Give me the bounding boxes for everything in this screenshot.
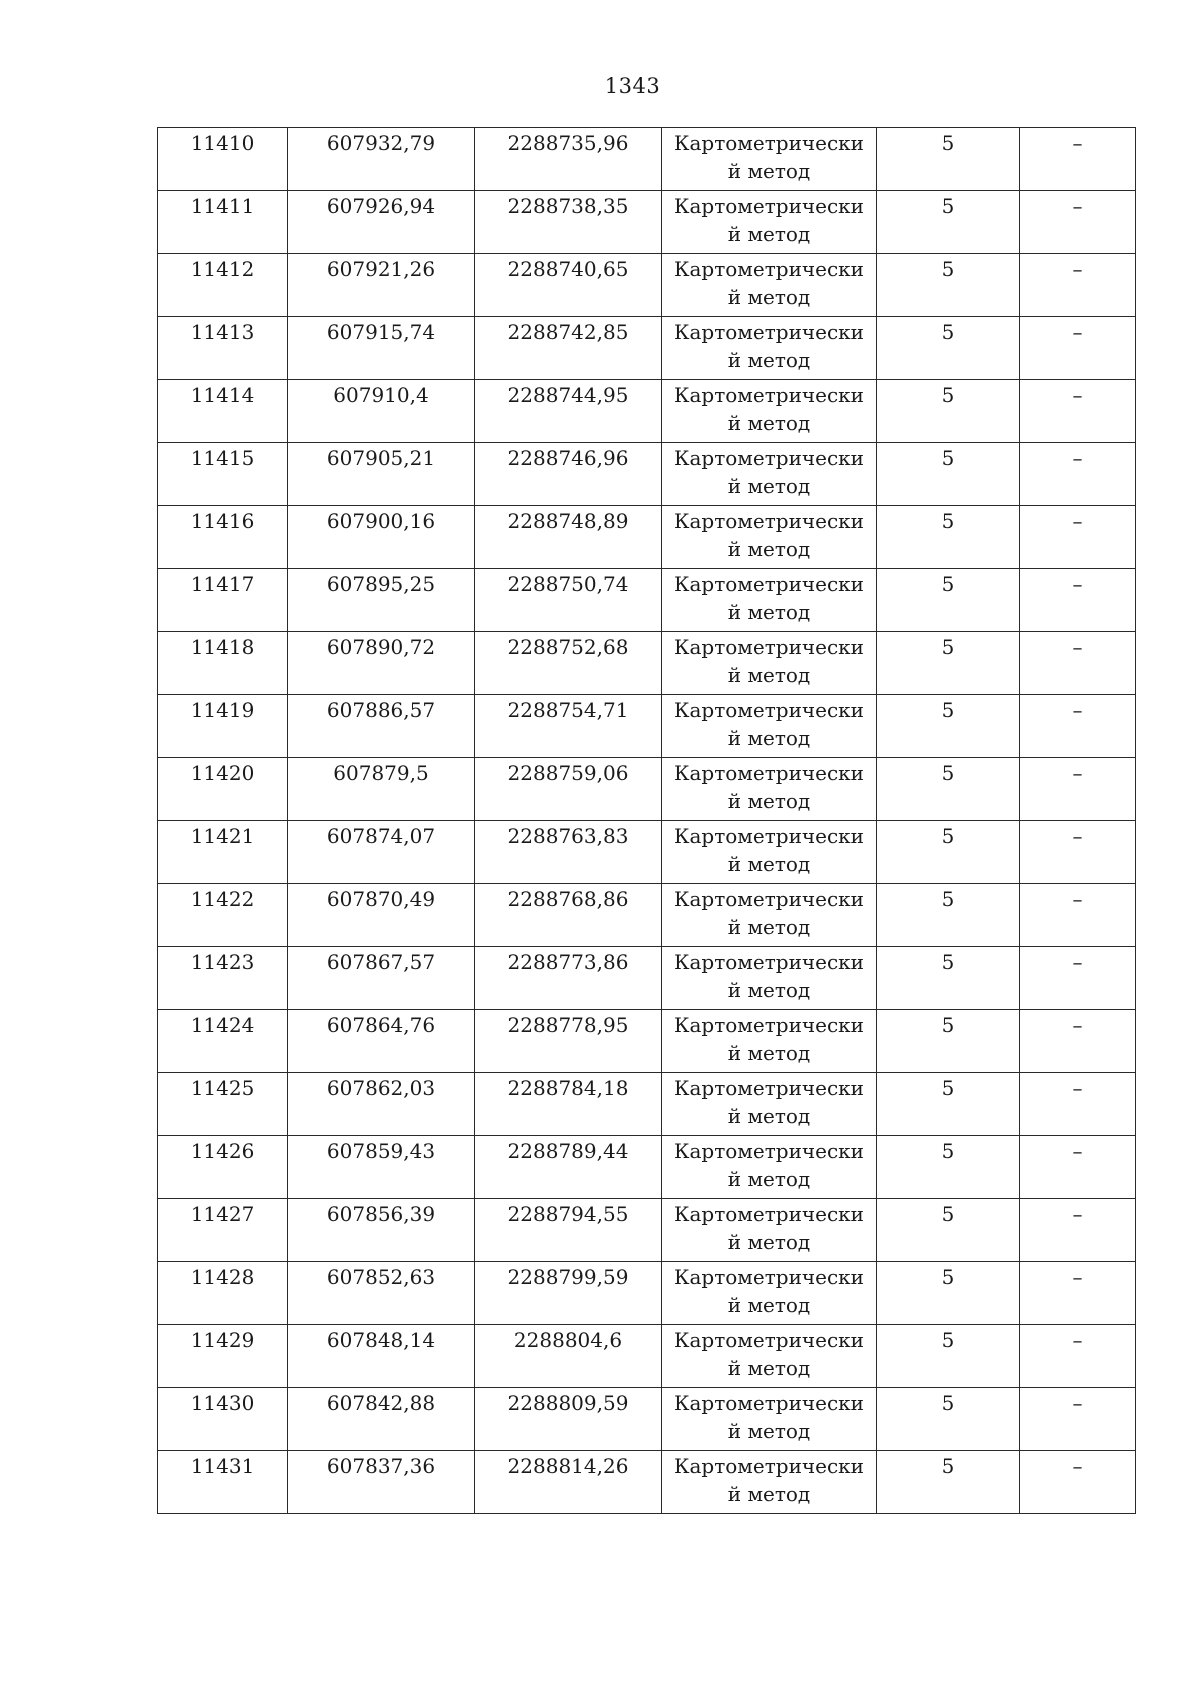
accuracy-cell-text: 5 — [941, 1013, 955, 1037]
x-coordinate-cell-text: 607870,49 — [326, 887, 436, 911]
x-coordinate-cell — [288, 1262, 475, 1325]
note-cell — [1020, 128, 1136, 191]
method-cell — [662, 632, 877, 695]
x-coordinate-cell-text: 607879,5 — [333, 761, 429, 785]
point-number-cell — [158, 128, 288, 191]
method-cell-text: Картометрический метод — [674, 1202, 864, 1254]
accuracy-cell — [877, 1136, 1020, 1199]
note-cell — [1020, 1451, 1136, 1514]
y-coordinate-cell-text: 2288744,95 — [507, 383, 629, 407]
note-cell-text: – — [1072, 1139, 1083, 1163]
x-coordinate-cell-text: 607842,88 — [326, 1391, 436, 1415]
method-cell — [662, 1388, 877, 1451]
y-coordinate-cell — [475, 191, 662, 254]
point-number-cell — [158, 1073, 288, 1136]
table-row — [158, 1451, 1136, 1514]
y-coordinate-cell-text: 2288750,74 — [507, 572, 629, 596]
x-coordinate-cell-text: 607864,76 — [326, 1013, 436, 1037]
x-coordinate-cell — [288, 1073, 475, 1136]
note-cell-text: – — [1072, 1013, 1083, 1037]
point-number-cell — [158, 695, 288, 758]
method-cell-text: Картометрический метод — [674, 950, 864, 1002]
method-cell — [662, 1199, 877, 1262]
table-row — [158, 1199, 1136, 1262]
table-row — [158, 884, 1136, 947]
note-cell-text: – — [1072, 194, 1083, 218]
note-cell — [1020, 254, 1136, 317]
x-coordinate-cell-text: 607915,74 — [326, 320, 436, 344]
x-coordinate-cell — [288, 443, 475, 506]
x-coordinate-cell-text: 607921,26 — [326, 257, 436, 281]
y-coordinate-cell-text: 2288754,71 — [507, 698, 629, 722]
y-coordinate-cell-text: 2288799,59 — [507, 1265, 629, 1289]
accuracy-cell — [877, 1262, 1020, 1325]
y-coordinate-cell-text: 2288742,85 — [507, 320, 629, 344]
method-cell-text: Картометрический метод — [674, 1076, 864, 1128]
method-cell-text: Картометрический метод — [674, 131, 864, 183]
accuracy-cell — [877, 947, 1020, 1010]
accuracy-cell-text: 5 — [941, 761, 955, 785]
point-number-cell-text: 11412 — [190, 257, 255, 281]
point-number-cell — [158, 506, 288, 569]
note-cell-text: – — [1072, 572, 1083, 596]
y-coordinate-cell-text: 2288735,96 — [507, 131, 629, 155]
accuracy-cell — [877, 443, 1020, 506]
accuracy-cell — [877, 128, 1020, 191]
method-cell-text: Картометрический метод — [674, 698, 864, 750]
x-coordinate-cell-text: 607867,57 — [326, 950, 436, 974]
note-cell — [1020, 821, 1136, 884]
note-cell — [1020, 569, 1136, 632]
accuracy-cell-text: 5 — [941, 1139, 955, 1163]
page-number: 1343 — [604, 74, 661, 98]
method-cell — [662, 569, 877, 632]
accuracy-cell — [877, 1388, 1020, 1451]
x-coordinate-cell-text: 607837,36 — [326, 1454, 436, 1478]
x-coordinate-cell-text: 607932,79 — [326, 131, 436, 155]
table-row — [158, 254, 1136, 317]
note-cell-text: – — [1072, 383, 1083, 407]
accuracy-cell — [877, 1073, 1020, 1136]
note-cell-text: – — [1072, 257, 1083, 281]
table-row — [158, 506, 1136, 569]
y-coordinate-cell — [475, 1136, 662, 1199]
note-cell — [1020, 1136, 1136, 1199]
point-number-cell — [158, 758, 288, 821]
x-coordinate-cell-text: 607856,39 — [326, 1202, 436, 1226]
method-cell-text: Картометрический метод — [674, 1265, 864, 1317]
point-number-cell-text: 11427 — [190, 1202, 255, 1226]
note-cell-text: – — [1072, 320, 1083, 344]
point-number-cell-text: 11417 — [190, 572, 255, 596]
x-coordinate-cell — [288, 1451, 475, 1514]
y-coordinate-cell-text: 2288752,68 — [507, 635, 629, 659]
method-cell-text: Картометрический метод — [674, 383, 864, 435]
y-coordinate-cell-text: 2288740,65 — [507, 257, 629, 281]
method-cell-text: Картометрический метод — [674, 320, 864, 372]
table-row — [158, 191, 1136, 254]
point-number-cell-text: 11414 — [190, 383, 255, 407]
method-cell-text: Картометрический метод — [674, 1328, 864, 1380]
point-number-cell-text: 11429 — [190, 1328, 255, 1352]
accuracy-cell — [877, 1451, 1020, 1514]
point-number-cell-text: 11413 — [190, 320, 255, 344]
note-cell — [1020, 1010, 1136, 1073]
point-number-cell-text: 11428 — [190, 1265, 255, 1289]
method-cell-text: Картометрический метод — [674, 1139, 864, 1191]
x-coordinate-cell — [288, 632, 475, 695]
y-coordinate-cell-text: 2288748,89 — [507, 509, 629, 533]
note-cell-text: – — [1072, 446, 1083, 470]
y-coordinate-cell — [475, 632, 662, 695]
x-coordinate-cell — [288, 1388, 475, 1451]
accuracy-cell — [877, 191, 1020, 254]
x-coordinate-cell-text: 607895,25 — [326, 572, 436, 596]
x-coordinate-cell-text: 607886,57 — [326, 698, 436, 722]
note-cell — [1020, 632, 1136, 695]
table-row — [158, 443, 1136, 506]
accuracy-cell-text: 5 — [941, 446, 955, 470]
point-number-cell-text: 11411 — [190, 194, 255, 218]
accuracy-cell — [877, 695, 1020, 758]
method-cell — [662, 884, 877, 947]
point-number-cell — [158, 1010, 288, 1073]
point-number-cell — [158, 254, 288, 317]
point-number-cell-text: 11426 — [190, 1139, 255, 1163]
point-number-cell — [158, 443, 288, 506]
accuracy-cell-text: 5 — [941, 1391, 955, 1415]
y-coordinate-cell-text: 2288738,35 — [507, 194, 629, 218]
note-cell — [1020, 443, 1136, 506]
note-cell — [1020, 380, 1136, 443]
accuracy-cell — [877, 821, 1020, 884]
accuracy-cell-text: 5 — [941, 509, 955, 533]
note-cell-text: – — [1072, 1265, 1083, 1289]
coordinates-table-body — [158, 128, 1136, 1514]
x-coordinate-cell-text: 607905,21 — [326, 446, 436, 470]
point-number-cell — [158, 1451, 288, 1514]
x-coordinate-cell-text: 607859,43 — [326, 1139, 436, 1163]
accuracy-cell-text: 5 — [941, 1076, 955, 1100]
point-number-cell-text: 11418 — [190, 635, 255, 659]
point-number-cell — [158, 1262, 288, 1325]
y-coordinate-cell-text: 2288809,59 — [507, 1391, 629, 1415]
accuracy-cell-text: 5 — [941, 635, 955, 659]
table-row — [158, 758, 1136, 821]
table-row — [158, 380, 1136, 443]
table-row — [158, 569, 1136, 632]
y-coordinate-cell — [475, 1451, 662, 1514]
note-cell-text: – — [1072, 1328, 1083, 1352]
accuracy-cell — [877, 380, 1020, 443]
y-coordinate-cell-text: 2288789,44 — [507, 1139, 629, 1163]
y-coordinate-cell-text: 2288814,26 — [507, 1454, 629, 1478]
note-cell-text: – — [1072, 950, 1083, 974]
y-coordinate-cell-text: 2288773,86 — [507, 950, 629, 974]
method-cell — [662, 317, 877, 380]
x-coordinate-cell — [288, 380, 475, 443]
note-cell — [1020, 1325, 1136, 1388]
point-number-cell-text: 11419 — [190, 698, 255, 722]
point-number-cell — [158, 884, 288, 947]
x-coordinate-cell — [288, 191, 475, 254]
x-coordinate-cell — [288, 821, 475, 884]
note-cell — [1020, 1073, 1136, 1136]
x-coordinate-cell — [288, 128, 475, 191]
method-cell-text: Картометрический метод — [674, 635, 864, 687]
note-cell-text: – — [1072, 698, 1083, 722]
accuracy-cell — [877, 569, 1020, 632]
point-number-cell — [158, 821, 288, 884]
accuracy-cell-text: 5 — [941, 1328, 955, 1352]
method-cell — [662, 254, 877, 317]
method-cell — [662, 1451, 877, 1514]
method-cell — [662, 1262, 877, 1325]
x-coordinate-cell — [288, 1199, 475, 1262]
point-number-cell-text: 11425 — [190, 1076, 255, 1100]
point-number-cell-text: 11430 — [190, 1391, 255, 1415]
x-coordinate-cell-text: 607874,07 — [326, 824, 436, 848]
y-coordinate-cell — [475, 1199, 662, 1262]
accuracy-cell-text: 5 — [941, 950, 955, 974]
method-cell — [662, 1325, 877, 1388]
x-coordinate-cell-text: 607862,03 — [326, 1076, 436, 1100]
point-number-cell-text: 11415 — [190, 446, 255, 470]
y-coordinate-cell — [475, 1010, 662, 1073]
y-coordinate-cell — [475, 380, 662, 443]
y-coordinate-cell — [475, 254, 662, 317]
accuracy-cell-text: 5 — [941, 887, 955, 911]
method-cell-text: Картометрический метод — [674, 509, 864, 561]
note-cell-text: – — [1072, 1076, 1083, 1100]
y-coordinate-cell — [475, 569, 662, 632]
accuracy-cell-text: 5 — [941, 257, 955, 281]
y-coordinate-cell — [475, 884, 662, 947]
method-cell — [662, 947, 877, 1010]
x-coordinate-cell — [288, 1010, 475, 1073]
method-cell — [662, 758, 877, 821]
accuracy-cell — [877, 317, 1020, 380]
note-cell-text: – — [1072, 887, 1083, 911]
point-number-cell — [158, 1325, 288, 1388]
accuracy-cell-text: 5 — [941, 824, 955, 848]
method-cell — [662, 1136, 877, 1199]
y-coordinate-cell — [475, 317, 662, 380]
note-cell-text: – — [1072, 1454, 1083, 1478]
note-cell — [1020, 695, 1136, 758]
note-cell-text: – — [1072, 824, 1083, 848]
method-cell-text: Картометрический метод — [674, 446, 864, 498]
y-coordinate-cell — [475, 758, 662, 821]
table-row — [158, 1325, 1136, 1388]
x-coordinate-cell — [288, 947, 475, 1010]
method-cell-text: Картометрический метод — [674, 257, 864, 309]
method-cell — [662, 506, 877, 569]
point-number-cell-text: 11422 — [190, 887, 255, 911]
point-number-cell — [158, 191, 288, 254]
y-coordinate-cell — [475, 947, 662, 1010]
x-coordinate-cell — [288, 884, 475, 947]
note-cell — [1020, 1388, 1136, 1451]
note-cell-text: – — [1072, 1391, 1083, 1415]
x-coordinate-cell-text: 607926,94 — [326, 194, 436, 218]
point-number-cell-text: 11416 — [190, 509, 255, 533]
table-row — [158, 1136, 1136, 1199]
point-number-cell-text: 11421 — [190, 824, 255, 848]
note-cell — [1020, 1262, 1136, 1325]
point-number-cell — [158, 1136, 288, 1199]
note-cell — [1020, 884, 1136, 947]
table-row — [158, 1010, 1136, 1073]
x-coordinate-cell-text: 607910,4 — [333, 383, 429, 407]
y-coordinate-cell-text: 2288778,95 — [507, 1013, 629, 1037]
y-coordinate-cell-text: 2288763,83 — [507, 824, 629, 848]
accuracy-cell-text: 5 — [941, 194, 955, 218]
accuracy-cell — [877, 1010, 1020, 1073]
accuracy-cell-text: 5 — [941, 698, 955, 722]
note-cell — [1020, 947, 1136, 1010]
method-cell-text: Картометрический метод — [674, 824, 864, 876]
method-cell-text: Картометрический метод — [674, 761, 864, 813]
x-coordinate-cell — [288, 569, 475, 632]
x-coordinate-cell — [288, 1325, 475, 1388]
method-cell-text: Картометрический метод — [674, 887, 864, 939]
note-cell — [1020, 1199, 1136, 1262]
accuracy-cell-text: 5 — [941, 320, 955, 344]
table-row — [158, 947, 1136, 1010]
point-number-cell — [158, 1388, 288, 1451]
point-number-cell-text: 11424 — [190, 1013, 255, 1037]
x-coordinate-cell-text: 607900,16 — [326, 509, 436, 533]
x-coordinate-cell — [288, 1136, 475, 1199]
table-row — [158, 128, 1136, 191]
note-cell — [1020, 191, 1136, 254]
accuracy-cell — [877, 632, 1020, 695]
y-coordinate-cell — [475, 695, 662, 758]
y-coordinate-cell — [475, 128, 662, 191]
table-row — [158, 821, 1136, 884]
method-cell — [662, 695, 877, 758]
accuracy-cell-text: 5 — [941, 1265, 955, 1289]
table-row — [158, 1262, 1136, 1325]
accuracy-cell-text: 5 — [941, 383, 955, 407]
method-cell — [662, 191, 877, 254]
note-cell-text: – — [1072, 509, 1083, 533]
method-cell-text: Картометрический метод — [674, 194, 864, 246]
x-coordinate-cell-text: 607848,14 — [326, 1328, 436, 1352]
accuracy-cell-text: 5 — [941, 131, 955, 155]
accuracy-cell — [877, 254, 1020, 317]
method-cell — [662, 128, 877, 191]
y-coordinate-cell — [475, 443, 662, 506]
y-coordinate-cell — [475, 821, 662, 884]
x-coordinate-cell — [288, 254, 475, 317]
table-row — [158, 632, 1136, 695]
point-number-cell — [158, 947, 288, 1010]
method-cell-text: Картометрический метод — [674, 1454, 864, 1506]
note-cell-text: – — [1072, 761, 1083, 785]
accuracy-cell-text: 5 — [941, 1454, 955, 1478]
point-number-cell — [158, 632, 288, 695]
method-cell — [662, 821, 877, 884]
method-cell-text: Картометрический метод — [674, 572, 864, 624]
table-row — [158, 1073, 1136, 1136]
point-number-cell-text: 11420 — [190, 761, 255, 785]
y-coordinate-cell — [475, 1262, 662, 1325]
point-number-cell — [158, 317, 288, 380]
x-coordinate-cell — [288, 506, 475, 569]
x-coordinate-cell — [288, 695, 475, 758]
x-coordinate-cell-text: 607852,63 — [326, 1265, 436, 1289]
point-number-cell — [158, 569, 288, 632]
table-row — [158, 695, 1136, 758]
x-coordinate-cell-text: 607890,72 — [326, 635, 436, 659]
accuracy-cell-text: 5 — [941, 1202, 955, 1226]
y-coordinate-cell-text: 2288794,55 — [507, 1202, 629, 1226]
table-row — [158, 1388, 1136, 1451]
y-coordinate-cell-text: 2288759,06 — [507, 761, 629, 785]
accuracy-cell — [877, 506, 1020, 569]
x-coordinate-cell — [288, 758, 475, 821]
y-coordinate-cell-text: 2288784,18 — [507, 1076, 629, 1100]
note-cell — [1020, 317, 1136, 380]
accuracy-cell — [877, 758, 1020, 821]
y-coordinate-cell — [475, 1073, 662, 1136]
accuracy-cell — [877, 1199, 1020, 1262]
x-coordinate-cell — [288, 317, 475, 380]
method-cell — [662, 1073, 877, 1136]
y-coordinate-cell-text: 2288746,96 — [507, 446, 629, 470]
table-row — [158, 317, 1136, 380]
note-cell-text: – — [1072, 131, 1083, 155]
note-cell — [1020, 758, 1136, 821]
method-cell-text: Картометрический метод — [674, 1391, 864, 1443]
y-coordinate-cell-text: 2288768,86 — [507, 887, 629, 911]
coordinates-table — [157, 127, 1136, 1514]
point-number-cell — [158, 1199, 288, 1262]
note-cell-text: – — [1072, 1202, 1083, 1226]
y-coordinate-cell — [475, 506, 662, 569]
y-coordinate-cell-text: 2288804,6 — [513, 1328, 623, 1352]
method-cell — [662, 443, 877, 506]
accuracy-cell-text: 5 — [941, 572, 955, 596]
point-number-cell-text: 11423 — [190, 950, 255, 974]
point-number-cell-text: 11410 — [190, 131, 255, 155]
method-cell — [662, 380, 877, 443]
accuracy-cell — [877, 884, 1020, 947]
y-coordinate-cell — [475, 1388, 662, 1451]
y-coordinate-cell — [475, 1325, 662, 1388]
method-cell — [662, 1010, 877, 1073]
point-number-cell-text: 11431 — [190, 1454, 255, 1478]
note-cell — [1020, 506, 1136, 569]
point-number-cell — [158, 380, 288, 443]
note-cell-text: – — [1072, 635, 1083, 659]
accuracy-cell — [877, 1325, 1020, 1388]
method-cell-text: Картометрический метод — [674, 1013, 864, 1065]
